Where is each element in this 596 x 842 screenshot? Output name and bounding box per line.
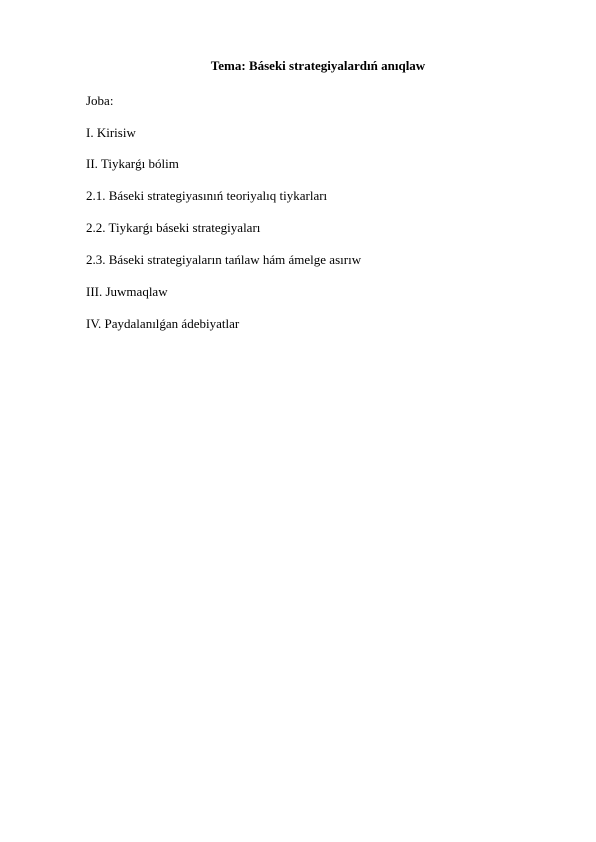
plan-item-introduction: I. Kirisiw [86,125,136,140]
plan-item-2-3: 2.3. Báseki strategiyaların tańlaw hám ámelge asırıw [86,252,362,267]
plan-label: Joba: [86,93,114,108]
plan-item-main-part: II. Tiykarǵı bólim [86,156,179,171]
plan-item-references: IV. Paydalanılǵan ádebiyatlar [86,316,240,331]
plan-item-2-1: 2.1. Báseki strategiyasınıń teoriyalıq tiykarları [86,188,328,203]
plan-item-2-2: 2.2. Tiykarǵı báseki strategiyaları [86,220,261,235]
document-title: Tema: Báseki strategiyalardıń anıqlaw [210,58,426,73]
plan-item-conclusion: III. Juwmaqlaw [86,284,168,299]
